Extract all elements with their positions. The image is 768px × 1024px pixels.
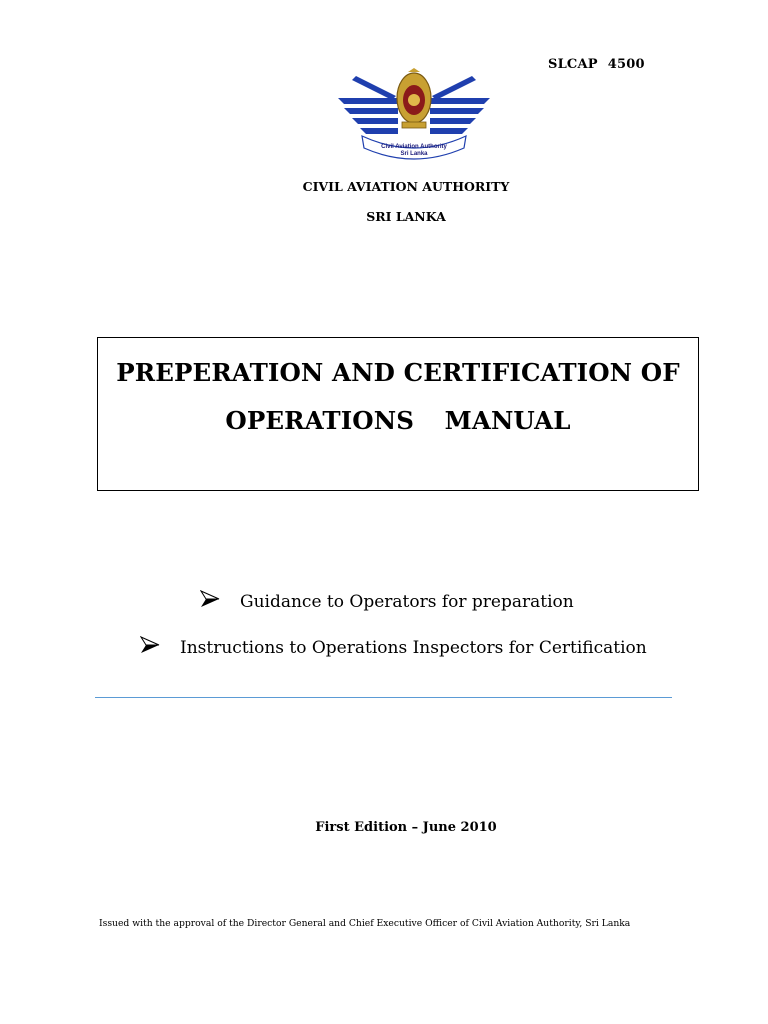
document-code-number: 4500 xyxy=(607,57,645,72)
caa-logo-icon xyxy=(336,68,492,168)
title-box xyxy=(97,337,699,491)
bullet-text: Instructions to Operations Inspectors for Certification xyxy=(180,637,647,658)
arrow-bullet-icon xyxy=(140,636,180,659)
edition-label: First Edition – June 2010 xyxy=(315,820,497,835)
document-title-line1: PREPERATION AND CERTIFICATION OF xyxy=(116,358,680,387)
caa-logo xyxy=(336,68,492,168)
document-code xyxy=(548,57,645,72)
approval-note: Issued with the approval of the Director General and Chief Executive Officer of Civil Aviation Authority, Sri Lanka xyxy=(99,918,631,929)
bullet-item xyxy=(200,590,574,613)
arrow-bullet-icon xyxy=(200,590,240,613)
document-code-prefix: SLCAP xyxy=(548,57,598,72)
horizontal-divider xyxy=(95,697,672,698)
logo-ribbon-line2: Sri Lanka xyxy=(400,151,428,157)
organization-country: SRI LANKA xyxy=(366,209,446,224)
organization-name: CIVIL AVIATION AUTHORITY xyxy=(302,179,510,194)
bullet-text: Guidance to Operators for preparation xyxy=(240,591,574,612)
logo-ribbon-line1: Civil Aviation Authority xyxy=(381,144,447,150)
bullet-item xyxy=(140,636,647,659)
document-title-line2: OPERATIONS MANUAL xyxy=(225,406,571,435)
